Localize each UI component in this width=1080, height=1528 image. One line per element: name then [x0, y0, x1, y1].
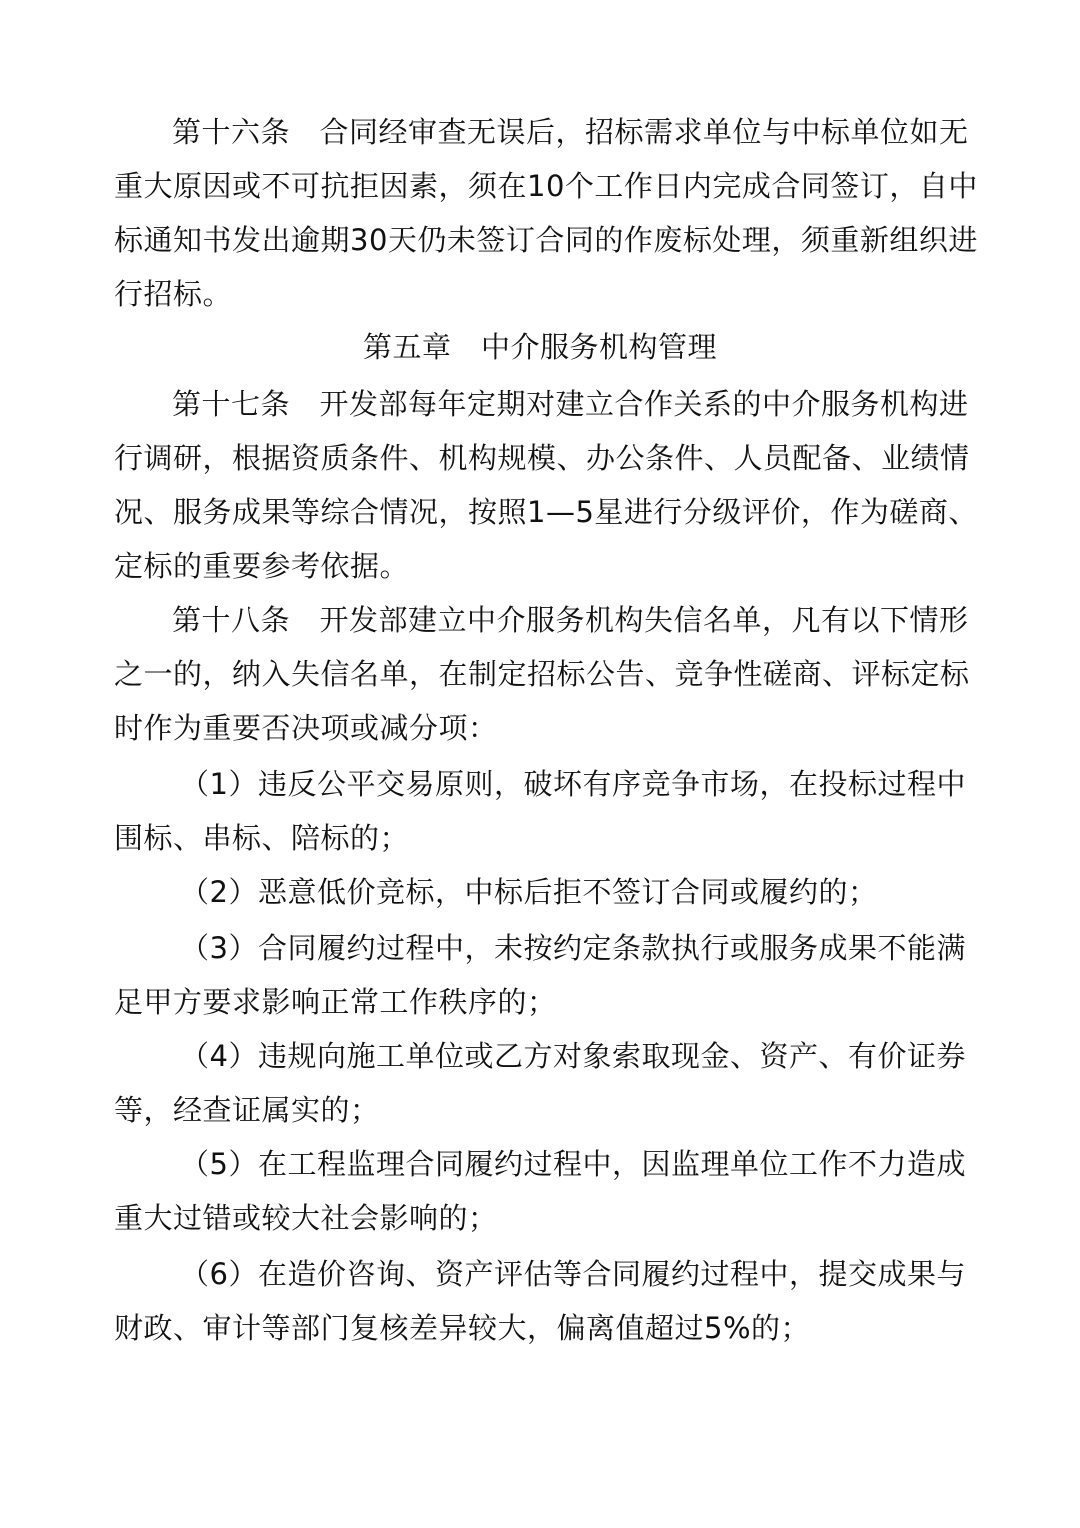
list-item-line: 等，经查证属实的； — [114, 1093, 380, 1127]
article-18-line-2: 之一的，纳入失信名单，在制定招标公告、竞争性磋商、评标定标 — [114, 657, 970, 691]
article-17-line-3: 况、服务成果等综合情况，按照1—5星进行分级评价，作为磋商、 — [114, 495, 978, 529]
list-item-line: 财政、审计等部门复核差异较大，偏离值超过5%的； — [114, 1311, 811, 1345]
article-18-line-1: 第十八条 开发部建立中介服务机构失信名单，凡有以下情形 — [172, 603, 969, 637]
list-item-line: （1）违反公平交易原则，破坏有序竞争市场，在投标过程中 — [180, 767, 966, 801]
list-item-line: （3）合同履约过程中，未按约定条款执行或服务成果不能满 — [180, 931, 966, 965]
list-item-line: （6）在造价咨询、资产评估等合同履约过程中，提交成果与 — [180, 1257, 966, 1291]
article-16-line-1: 第十六条 合同经审查无误后，招标需求单位与中标单位如无 — [172, 115, 969, 149]
article-17-line-2: 行调研，根据资质条件、机构规模、办公条件、人员配备、业绩情 — [114, 441, 970, 475]
article-17-line-1: 第十七条 开发部每年定期对建立合作关系的中介服务机构进 — [172, 387, 969, 421]
article-17-line-4: 定标的重要参考依据。 — [114, 549, 410, 583]
list-item-line: 足甲方要求影响正常工作秩序的； — [114, 985, 557, 1019]
article-18-line-3: 时作为重要否决项或减分项： — [114, 711, 498, 745]
list-item-line: 重大过错或较大社会影响的； — [114, 1201, 498, 1235]
article-16-line-3: 标通知书发出逾期30天仍未签订合同的作废标处理，须重新组织进 — [114, 223, 978, 257]
list-item-line: （4）违规向施工单位或乙方对象索取现金、资产、有价证券 — [180, 1039, 966, 1073]
article-16-line-4: 行招标。 — [114, 277, 233, 311]
chapter-5-heading: 第五章 中介服务机构管理 — [362, 330, 717, 364]
list-item-line: （5）在工程监理合同履约过程中，因监理单位工作不力造成 — [180, 1147, 966, 1181]
list-item-line: 围标、串标、陪标的； — [114, 821, 410, 855]
article-16-line-2: 重大原因或不可抗拒因素，须在10个工作日内完成合同签订，自中 — [114, 169, 978, 203]
list-item-line: （2）恶意低价竞标，中标后拒不签订合同或履约的； — [180, 875, 878, 909]
